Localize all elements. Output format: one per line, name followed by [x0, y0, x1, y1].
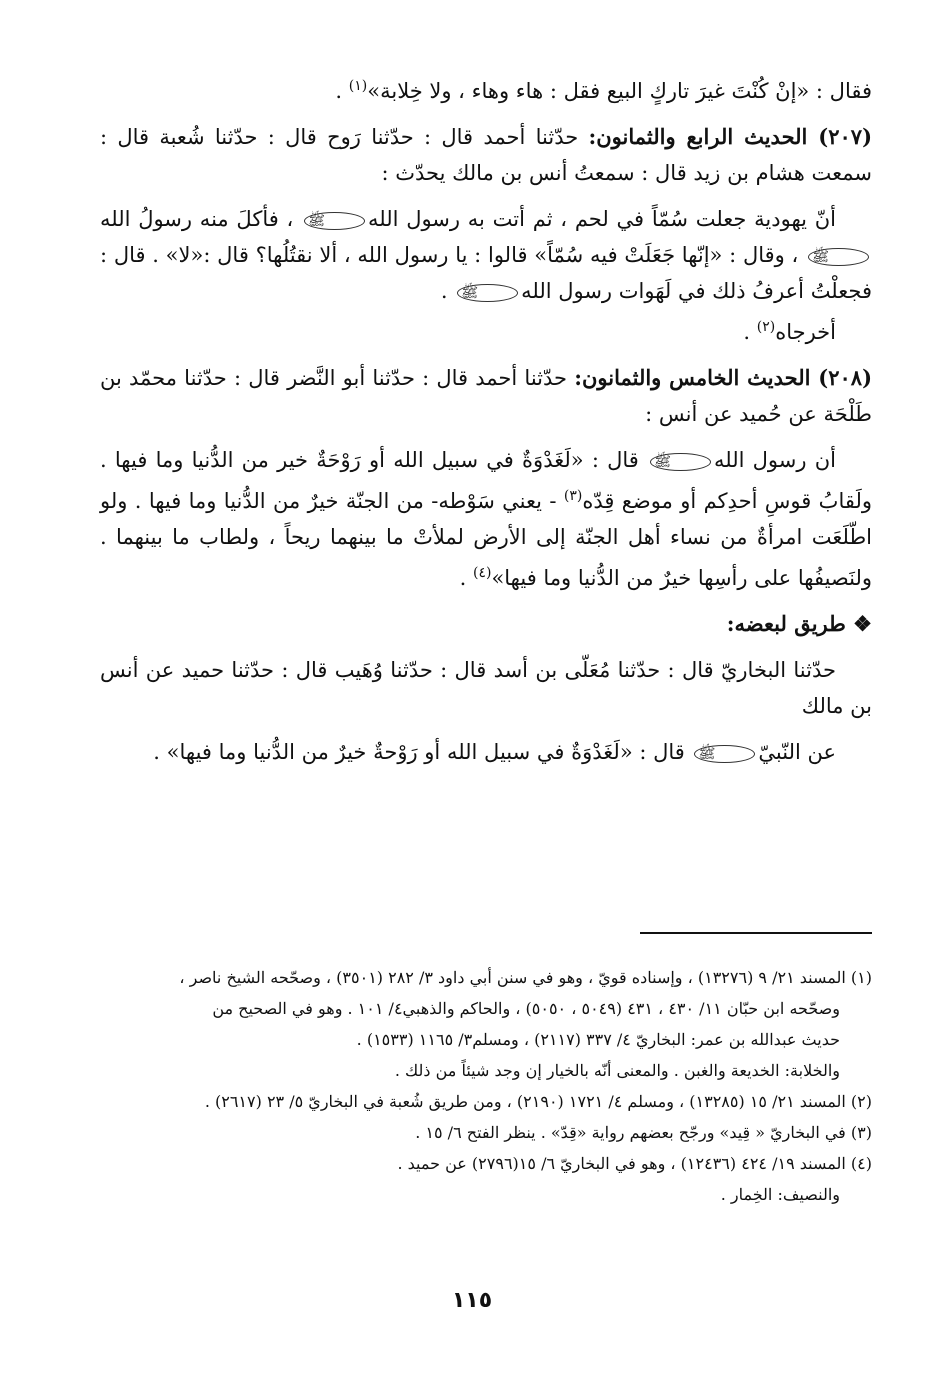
footnote-1-cont: حديث عبدالله بن عمر: البخاريّ ٤/ ٣٣٧ (٢١١٧) ، ومسلم٣/ ١١٦٥ (١٥٣٣) . — [356, 1030, 840, 1049]
footnotes — [100, 962, 872, 1210]
hadith-208-header: (٢٠٨) الحديث الخامس والثمانون: حدّثنا أحمد قال : حدّثنا أبو النَّضر قال : حدّثنا محمّد بن طَلْحَة عن حُميد عن أنس : — [100, 365, 872, 426]
footnote-ref-3: (٣) — [563, 488, 583, 504]
footnote-1-cont: وصحّحه ابن حبّان ١١/ ٤٣٠ ، ٤٣١ (٥٠٤٩ ، ٥٠٥٠) ، والحاكم والذهبي٤/ ١٠١ . وهو في الصحيح من — [212, 999, 840, 1018]
paragraph-hadith-206-end: فقال : «إنْ كُنْتَ غيرَ تاركٍ البيع فقل : هاء وهاء ، ولا خِلابة»$^{(١)}$ . — [335, 78, 872, 103]
footnote-1: (١) المسند ٢١/ ٩ (١٣٢٧٦) ، وإسناده قويّ ، وهو في سنن أبي داود ٣/ ٢٨٢ (٣٥٠١) ، وصحّحه الشيخ ناصر ، — [179, 968, 872, 987]
hadith-207-header: (٢٠٧) الحديث الرابع والثمانون: حدّثنا أحمد قال : حدّثنا رَوح قال : حدّثنا شُعبة قال : سمعت هشام بن زيد قال : سمعتُ أنس بن مالك يحدّث : — [100, 124, 872, 185]
bukhari-text: عن النّبيّﷺ قال : «لَغَدْوَةٌ في سبيل الله أو رَوْحةٌ خيرٌ من الدُّنيا وما فيها» . — [153, 740, 836, 764]
page-number: ١١٥ — [451, 1288, 493, 1313]
footnote-4: (٤) المسند ١٩/ ٤٢٤ (١٢٤٣٦) ، وهو في البخاريّ ٦/ ١٥(٢٧٩٦) عن حميد . — [397, 1154, 872, 1173]
footnote-4-note: والنصيف: الخِمار . — [720, 1185, 840, 1204]
hadith-208-title: (٢٠٨) الحديث الخامس والثمانون: — [574, 365, 872, 390]
sub-heading: ❖ طريق لبعضه: — [726, 611, 872, 636]
footnote-3: (٣) في البخاريّ « قِيد» ورجّح بعضهم رواية «قِدّ» . ينظر الفتح ٦/ ١٥ . — [415, 1123, 872, 1142]
footnote-1-note: والخلابة: الخديعة والغبن . والمعنى أنّه بالخيار إن وجد شيئاً من ذلك . — [394, 1061, 840, 1080]
footnote-ref-2: (٢) — [756, 319, 776, 335]
footnote-ref-1: (١) — [348, 78, 368, 94]
hadith-207-text: أنّ يهودية جعلت سُمّاً في لحم ، ثم أتت به رسول اللهﷺ ، فأكلَ منه رسولُ اللهﷺ ، وقال : «إنّها جَعَلَتْ فيه سُمّاً» قالوا : يا رسول الله ، ألا نقتُلُها؟ قال :«لا» . قال : فجعلْتُ أعرفُ ذلك في لَهَوات رسول اللهﷺ . — [100, 207, 872, 303]
hadith-207-title: (٢٠٧) الحديث الرابع والثمانون: — [588, 124, 872, 149]
hadith-208-text: أن رسول اللهﷺ قال : «لَغَدْوَةٌ في سبيل الله أو رَوْحَةٌ خير من الدُّنيا وما فيها . ولَقابُ قوسِ أحدِكم أو موضع قِدّه$^{(٣)}$ - يعني سَوْطه- من الجنّة خيرٌ من الدُّنيا وما فيها . ولو اطّلَعَت امرأةٌ من نساء أهل الجنّة إلى الأرض لملأتْ ما بينهما ريحاً ، ولطاب ما بينهما . ولنَصيفُها على رأسِها خيرٌ من الدُّنيا وما فيها»$^{(٤)}$ . — [100, 448, 873, 590]
pbuh-icon: ﷺ — [304, 212, 365, 230]
pbuh-icon: ﷺ — [457, 284, 518, 302]
pbuh-icon: ﷺ — [808, 248, 869, 266]
footnote-ref-4: (٤) — [472, 565, 492, 581]
pbuh-icon: ﷺ — [650, 453, 711, 471]
footnote-divider — [640, 932, 872, 934]
bukhari-chain: حدّثنا البخاريّ قال : حدّثنا مُعَلّى بن أسد قال : حدّثنا وُهَيب قال : حدّثنا حميد عن أنس بن مالك — [100, 658, 872, 718]
footnote-2: (٢) المسند ٢١/ ١٥ (١٣٢٨٥) ، ومسلم ٤/ ١٧٢١ (٢١٩٠) ، ومن طريق شُعبة في البخاريّ ٥/ ٢٣ (٢٦١٧) . — [204, 1092, 872, 1111]
main-text — [100, 68, 872, 770]
pbuh-icon: ﷺ — [694, 745, 755, 763]
takhrij-207: أخرجاه$^{(٢)}$ . — [743, 319, 836, 344]
